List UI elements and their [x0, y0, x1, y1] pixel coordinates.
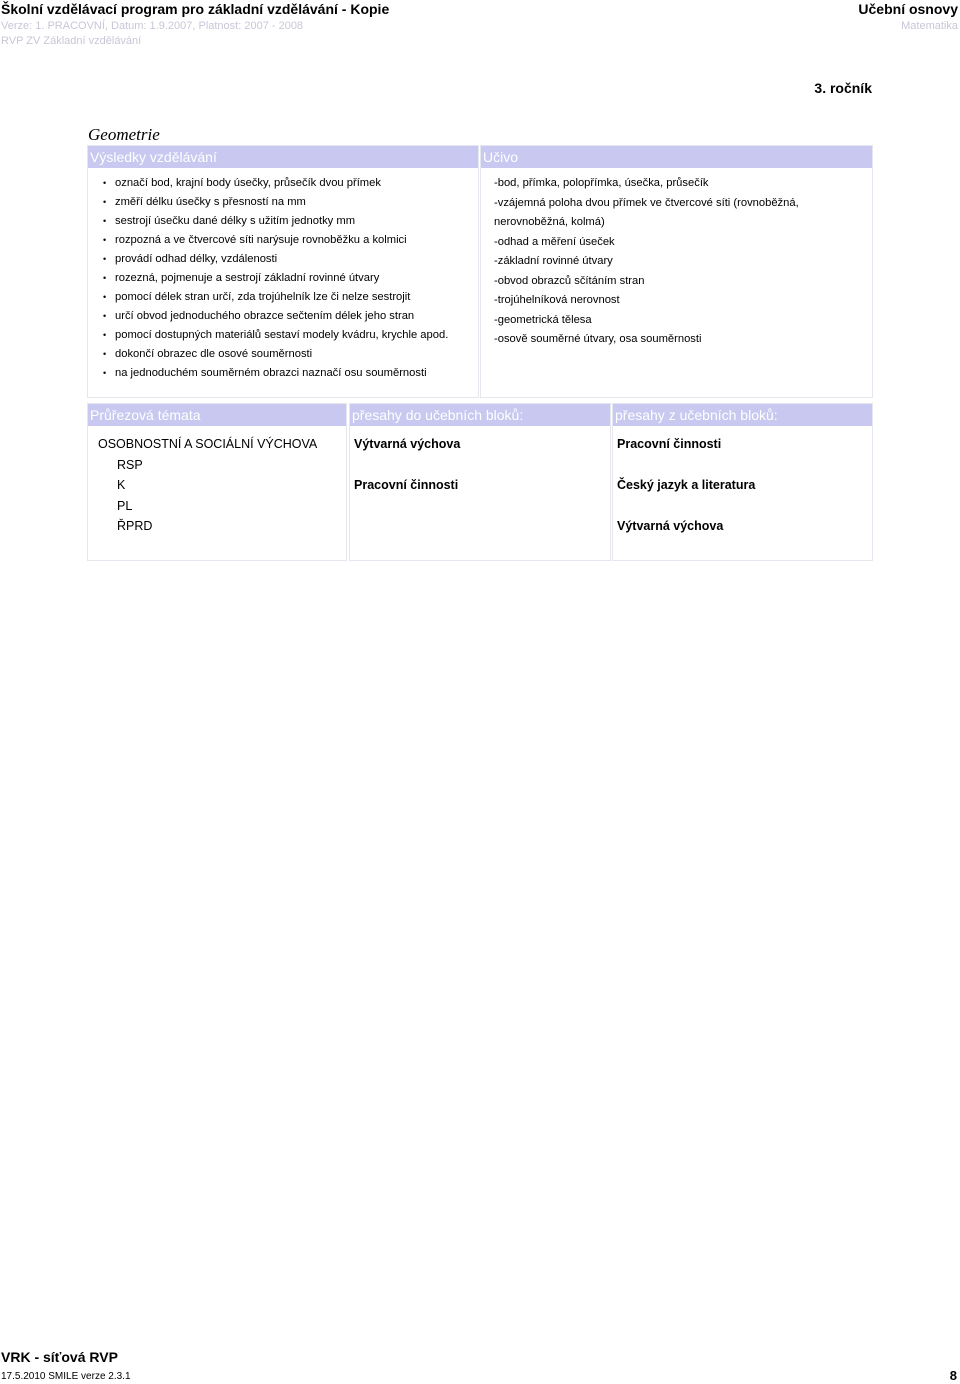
- list-item: -osově souměrné útvary, osa souměrnosti: [494, 333, 702, 345]
- subject-name: Matematika: [901, 20, 958, 32]
- list-item: • označí bod, krajní body úsečky, průsečík dvou přímek: [88, 174, 478, 193]
- footer-date-version: 17.5.2010 SMILE verze 2.3.1: [1, 1371, 131, 1382]
- list-item: -obvod obrazců sčítáním stran: [494, 274, 645, 287]
- cross-topics-panel: [87, 403, 347, 561]
- overlaps-to-heading: přesahy do učebních bloků:: [350, 404, 610, 426]
- cross-topic-sub: PL: [117, 498, 133, 513]
- footer-organization: VRK - síťová RVP: [1, 1349, 118, 1365]
- version-line: Verze: 1. PRACOVNÍ, Datum: 1.9.2007, Platnost: 2007 - 2008: [1, 20, 304, 32]
- list-item: • rozezná, pojmenuje a sestrojí základní rovinné útvary: [88, 269, 478, 288]
- content-list: [481, 168, 872, 350]
- program-line: RVP ZV Základní vzdělávání: [1, 35, 142, 47]
- overlaps-from-panel: [612, 403, 873, 561]
- overlap-item: Výtvarná výchova: [354, 437, 461, 451]
- list-item: -geometrická tělesa: [494, 313, 592, 326]
- list-item: • změří délku úsečky s přesností na mm: [88, 193, 478, 212]
- overlap-item: Český jazyk a literatura: [617, 478, 756, 493]
- overlaps-to-list: [350, 426, 610, 496]
- cross-topic-sub: K: [117, 478, 126, 493]
- results-panel: [87, 145, 479, 398]
- cross-topics-heading: Průřezová témata: [88, 404, 346, 426]
- list-item: • pomocí dostupných materiálů sestaví modely kvádru, krychle apod.: [88, 326, 478, 345]
- list-item: • určí obvod jednoduchého obrazce sečtením délek jeho stran: [88, 307, 478, 326]
- results-list: [88, 168, 478, 383]
- cross-topic-sub: ŘPRD: [117, 519, 153, 534]
- document-title: Školní vzdělávací program pro základní vzdělávání - Kopie: [1, 1, 390, 17]
- list-item: • rozpozná a ve čtvercové síti narýsuje rovnoběžku a kolmici: [88, 231, 478, 250]
- cross-topics-list: [88, 426, 346, 537]
- list-item: -trojúhelníková nerovnost: [494, 294, 620, 306]
- list-item: -základní rovinné útvary: [494, 255, 613, 267]
- list-item: -bod, přímka, polopřímka, úsečka, průsečík: [494, 177, 709, 189]
- overlap-item: Pracovní činnosti: [617, 437, 722, 451]
- list-item: • pomocí délek stran určí, zda trojúhelník lze či nelze sestrojit: [88, 288, 478, 307]
- cross-topic-main: OSOBNOSTNÍ A SOCIÁLNÍ VÝCHOVA: [98, 437, 318, 451]
- overlap-item: Výtvarná výchova: [617, 519, 724, 534]
- overlaps-to-panel: [349, 403, 611, 561]
- overlaps-from-list: [613, 426, 872, 537]
- overlaps-from-heading: přesahy z učebních bloků:: [613, 404, 872, 426]
- content-heading: Učivo: [481, 146, 872, 168]
- list-item: -odhad a měření úseček: [494, 235, 615, 248]
- list-item: • na jednoduchém souměrném obrazci naznačí osu souměrnosti: [88, 364, 478, 383]
- overlap-item: Pracovní činnosti: [354, 478, 459, 493]
- list-item: • sestrojí úsečku dané délky s užitím jednotky mm: [88, 212, 478, 231]
- results-heading: Výsledky vzdělávání: [88, 146, 478, 168]
- cross-topic-sub: RSP: [117, 457, 143, 472]
- list-item: • provádí odhad délky, vzdálenosti: [88, 250, 478, 269]
- document-type: Učební osnovy: [858, 1, 958, 17]
- list-item: -vzájemná poloha dvou přímek ve čtvercové síti (rovnoběžná, nerovnoběžná, kolmá): [494, 196, 799, 228]
- section-title: Geometrie: [88, 125, 160, 144]
- grade-label: 3. ročník: [814, 80, 872, 96]
- list-item: • dokončí obrazec dle osové souměrnosti: [88, 345, 478, 364]
- page-number: 8: [949, 1368, 957, 1383]
- content-panel: [480, 145, 873, 398]
